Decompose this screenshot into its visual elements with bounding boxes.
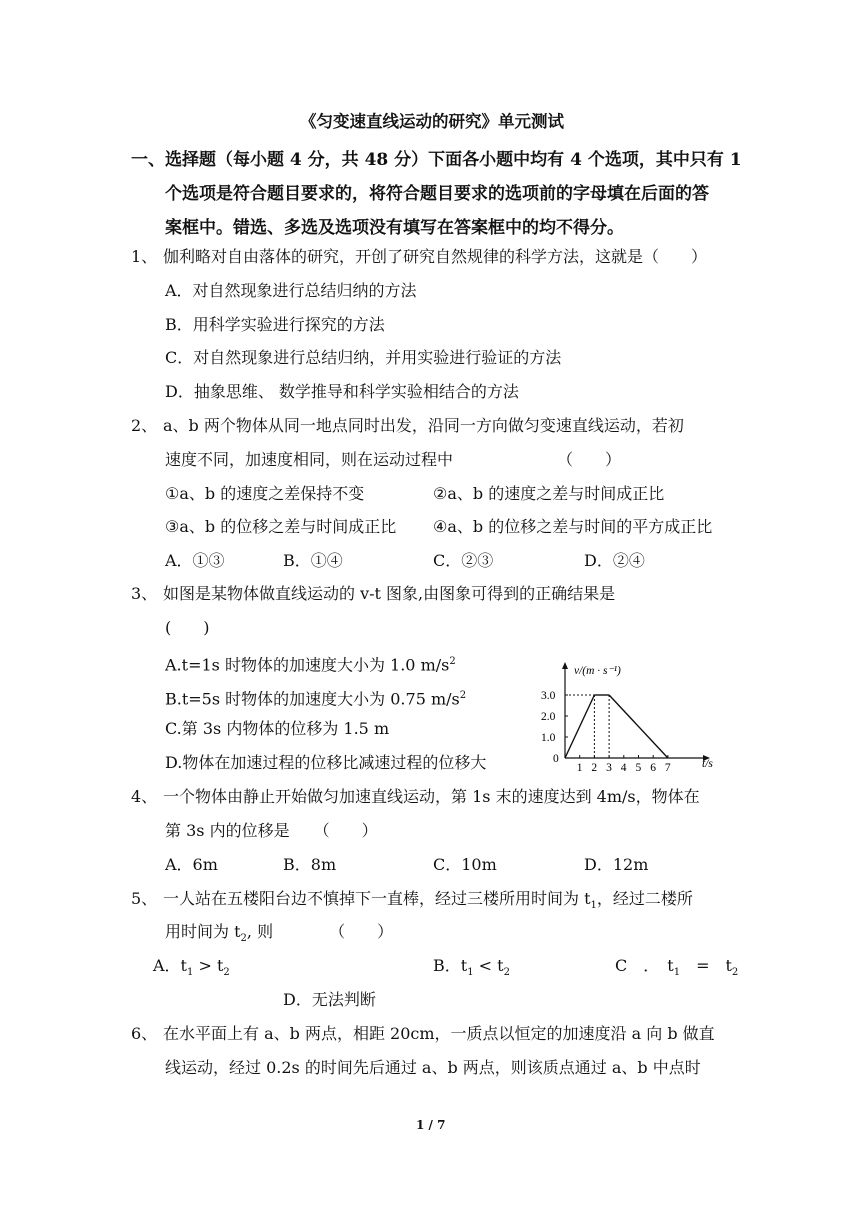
x-tick-label-6: 7	[664, 762, 671, 774]
question-2-option-a: A．①③	[165, 551, 225, 570]
question-5-option-a-sub-2: 2	[223, 967, 230, 979]
vt-graph	[540, 654, 740, 774]
question-3-option-b-superscript: 2	[459, 690, 467, 701]
question-4-option-c: C．10m	[433, 855, 497, 874]
question-5-option-d: D．无法判断	[283, 990, 376, 1009]
x-tick-label-2: 3	[606, 762, 612, 774]
question-4-stem-line-2: 第 3s 内的位移是 （ ）	[165, 821, 378, 840]
question-5-option-b	[433, 956, 510, 983]
question-3-option-a	[165, 652, 456, 675]
question-3-option-b	[165, 686, 466, 709]
question-5-stem-line-2-b: , 则 （ ）	[246, 922, 394, 941]
question-3-option-b-text: B.t=5s 时物体的加速度大小为 0.75 m/s	[165, 689, 460, 709]
question-2-statement-3: ③a、b 的位移之差与时间成正比	[165, 517, 397, 536]
question-5-option-c	[615, 956, 738, 983]
question-2-statement-1: ①a、b 的速度之差保持不变	[165, 484, 365, 503]
question-4-number: 4、	[131, 787, 158, 806]
y-tick-label-2: 1.0	[541, 732, 556, 744]
question-6-stem-line-1: 在水平面上有 a、b 两点，相距 20cm，一质点以恒定的加速度沿 a 向 b 做直	[163, 1024, 715, 1043]
question-4-option-d: D．12m	[584, 855, 649, 874]
question-2-statement-2: ②a、b 的速度之差与时间成正比	[433, 484, 665, 503]
question-5-option-c-relation: = t	[680, 956, 732, 975]
question-5-option-b-text: B．t	[433, 956, 468, 975]
question-2-option-d: D．②④	[584, 551, 645, 570]
question-3-stem-line-2: ( )	[165, 618, 210, 637]
question-1-option-d: D．抽象思维、 数学推导和科学实验相结合的方法	[165, 382, 519, 401]
question-5-stem-line-2	[165, 922, 393, 949]
page-title: 《匀变速直线运动的研究》单元测试	[300, 112, 564, 131]
y-axis-label: v/(m · s⁻¹)	[574, 665, 621, 677]
question-4-stem-line-1: 一个物体由静止开始做匀加速直线运动，第 1s 末的速度达到 4m/s，物体在	[163, 787, 700, 806]
question-5-stem-line-1	[163, 889, 693, 916]
y-tick-label-3: 0	[553, 753, 559, 765]
question-1-option-b: B．用科学实验进行探究的方法	[165, 315, 385, 334]
question-1-option-a: A．对自然现象进行总结归纳的方法	[165, 281, 417, 300]
question-5-option-b-relation: < t	[473, 956, 504, 975]
question-5-option-b-sub-1: 1	[467, 967, 474, 979]
question-4-option-a: A．6m	[165, 855, 218, 874]
question-5-number: 5、	[131, 889, 158, 908]
question-3-option-d: D.物体在加速过程的位移比减速过程的位移大	[165, 753, 487, 772]
question-4-option-b: B．8m	[283, 855, 337, 874]
series-segment-2	[609, 695, 668, 758]
x-tick-label-4: 5	[635, 762, 642, 774]
question-5-stem-line-1-a: 一人站在五楼阳台边不慎掉下一直棒，经过三楼所用时间为 t	[163, 889, 591, 908]
question-5-option-a-text: A．t	[153, 956, 187, 975]
question-3-number: 3、	[131, 584, 158, 603]
question-5-option-c-sub-2: 2	[731, 967, 739, 979]
x-tick-label-1: 2	[591, 762, 598, 774]
question-1-stem: 伽利略对自由落体的研究，开创了研究自然规律的科学方法，这就是（ ）	[163, 247, 708, 266]
question-5-option-c-text: C ． t	[615, 956, 674, 975]
y-axis-arrow	[562, 662, 568, 669]
x-tick-label-3: 4	[620, 762, 627, 774]
series-segment-0	[565, 695, 594, 758]
question-6-number: 6、	[131, 1024, 158, 1043]
question-5-stem-line-2-a: 用时间为 t	[165, 922, 241, 941]
question-1-number: 1、	[131, 247, 158, 266]
question-2-stem-line-2: 速度不同，加速度相同，则在运动过程中 （ ）	[165, 450, 622, 469]
question-2-number: 2、	[131, 416, 158, 435]
x-tick-label-0: 1	[576, 762, 583, 774]
y-tick-label-0: 3.0	[541, 690, 556, 702]
question-5-sub-1: 1	[590, 900, 597, 912]
question-5-option-a-sub-1: 1	[187, 967, 194, 979]
page-number: 1 / 7	[416, 1118, 446, 1132]
question-5-option-b-sub-2: 2	[503, 967, 510, 979]
section-header-line-1: 一、选择题（每小题 4 分，共 48 分）下面各小题中均有 4 个选项，其中只有 1	[131, 150, 742, 170]
question-3-option-a-superscript: 2	[449, 656, 456, 667]
question-5-sub-2: 2	[240, 933, 247, 945]
question-5-stem-line-1-b: ，经过二楼所	[596, 889, 693, 908]
question-1-option-c: C．对自然现象进行总结归纳，并用实验进行验证的方法	[165, 348, 562, 367]
question-5-option-c-sub-1: 1	[673, 967, 681, 979]
section-header-line-2: 个选项是符合题目要求的，将符合题目要求的选项前的字母填在后面的答	[165, 184, 709, 204]
question-5-option-a	[153, 956, 230, 983]
section-header-line-3: 案框中。错选、多选及选项没有填写在答案框中的均不得分。	[165, 218, 624, 238]
question-2-statement-4: ④a、b 的位移之差与时间的平方成正比	[433, 517, 713, 536]
question-2-stem-line-1: a、b 两个物体从同一地点同时出发，沿同一方向做匀变速直线运动，若初	[163, 416, 684, 435]
question-3-stem-line-1: 如图是某物体做直线运动的 v-t 图象,由图象可得到的正确结果是	[163, 584, 616, 603]
y-tick-label-1: 2.0	[541, 711, 556, 723]
x-tick-label-5: 6	[650, 762, 656, 774]
x-axis-label: t/s	[702, 758, 713, 770]
question-3-option-c: C.第 3s 内物体的位移为 1.5 m	[165, 719, 390, 738]
question-6-stem-line-2: 线运动，经过 0.2s 的时间先后通过 a、b 两点，则该质点通过 a、b 中点时	[165, 1058, 701, 1077]
question-5-option-a-relation: > t	[193, 956, 224, 975]
question-2-option-b: B．①④	[283, 551, 343, 570]
question-2-option-c: C．②③	[433, 551, 494, 570]
question-3-option-a-text: A.t=1s 时物体的加速度大小为 1.0 m/s	[165, 655, 450, 675]
